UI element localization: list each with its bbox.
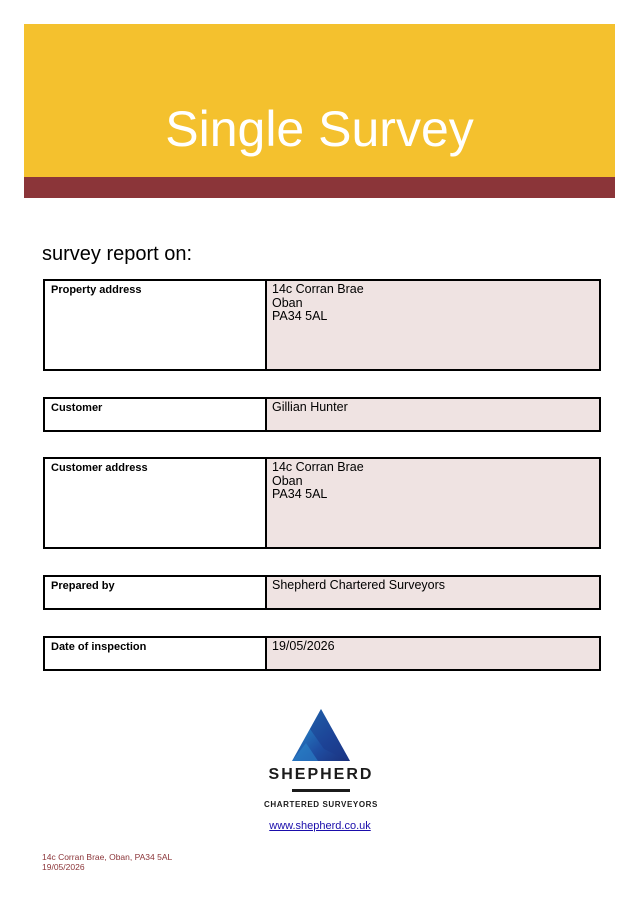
customer-address-value [267, 459, 599, 547]
customer-row [43, 397, 601, 432]
property-address-value [267, 281, 599, 369]
logo-tagline: CHARTERED SURVEYORS [264, 800, 378, 809]
date-of-inspection-label: Date of inspection [45, 638, 267, 669]
report-heading: survey report on: [42, 243, 193, 265]
date-of-inspection-row [43, 636, 601, 671]
customer-value: Gillian Hunter [267, 399, 599, 430]
document-title: Single Survey [165, 100, 474, 157]
logo-wordmark: SHEPHERD [268, 766, 374, 783]
page-footer [42, 852, 172, 872]
prepared-by-value: Shepherd Chartered Surveyors [267, 577, 599, 608]
customer-address-line-1: 14c Corran Brae [272, 460, 364, 474]
property-address-label: Property address [45, 281, 267, 369]
prepared-by-label: Prepared by [45, 577, 267, 608]
property-address-line-3: PA34 5AL [272, 309, 328, 323]
date-of-inspection-value: 19/05/2026 [267, 638, 599, 669]
customer-address-row [43, 457, 601, 549]
customer-address-line-2: Oban [272, 473, 303, 488]
customer-address-line-3: PA34 5AL [272, 487, 328, 501]
property-address-line-2: Oban [272, 295, 303, 310]
property-address-line-1: 14c Corran Brae [272, 282, 364, 296]
triangle-logo-icon [256, 705, 386, 815]
website-link[interactable]: www.shepherd.co.uk [269, 820, 371, 832]
footer-address: 14c Corran Brae, Oban, PA34 5AL [42, 852, 173, 862]
customer-address-label: Customer address [45, 459, 267, 547]
footer-date: 19/05/2026 [42, 862, 85, 872]
prepared-by-row [43, 575, 601, 610]
customer-label: Customer [45, 399, 267, 430]
property-address-row [43, 279, 601, 371]
title-banner [24, 24, 615, 177]
banner-stripe [24, 177, 615, 198]
